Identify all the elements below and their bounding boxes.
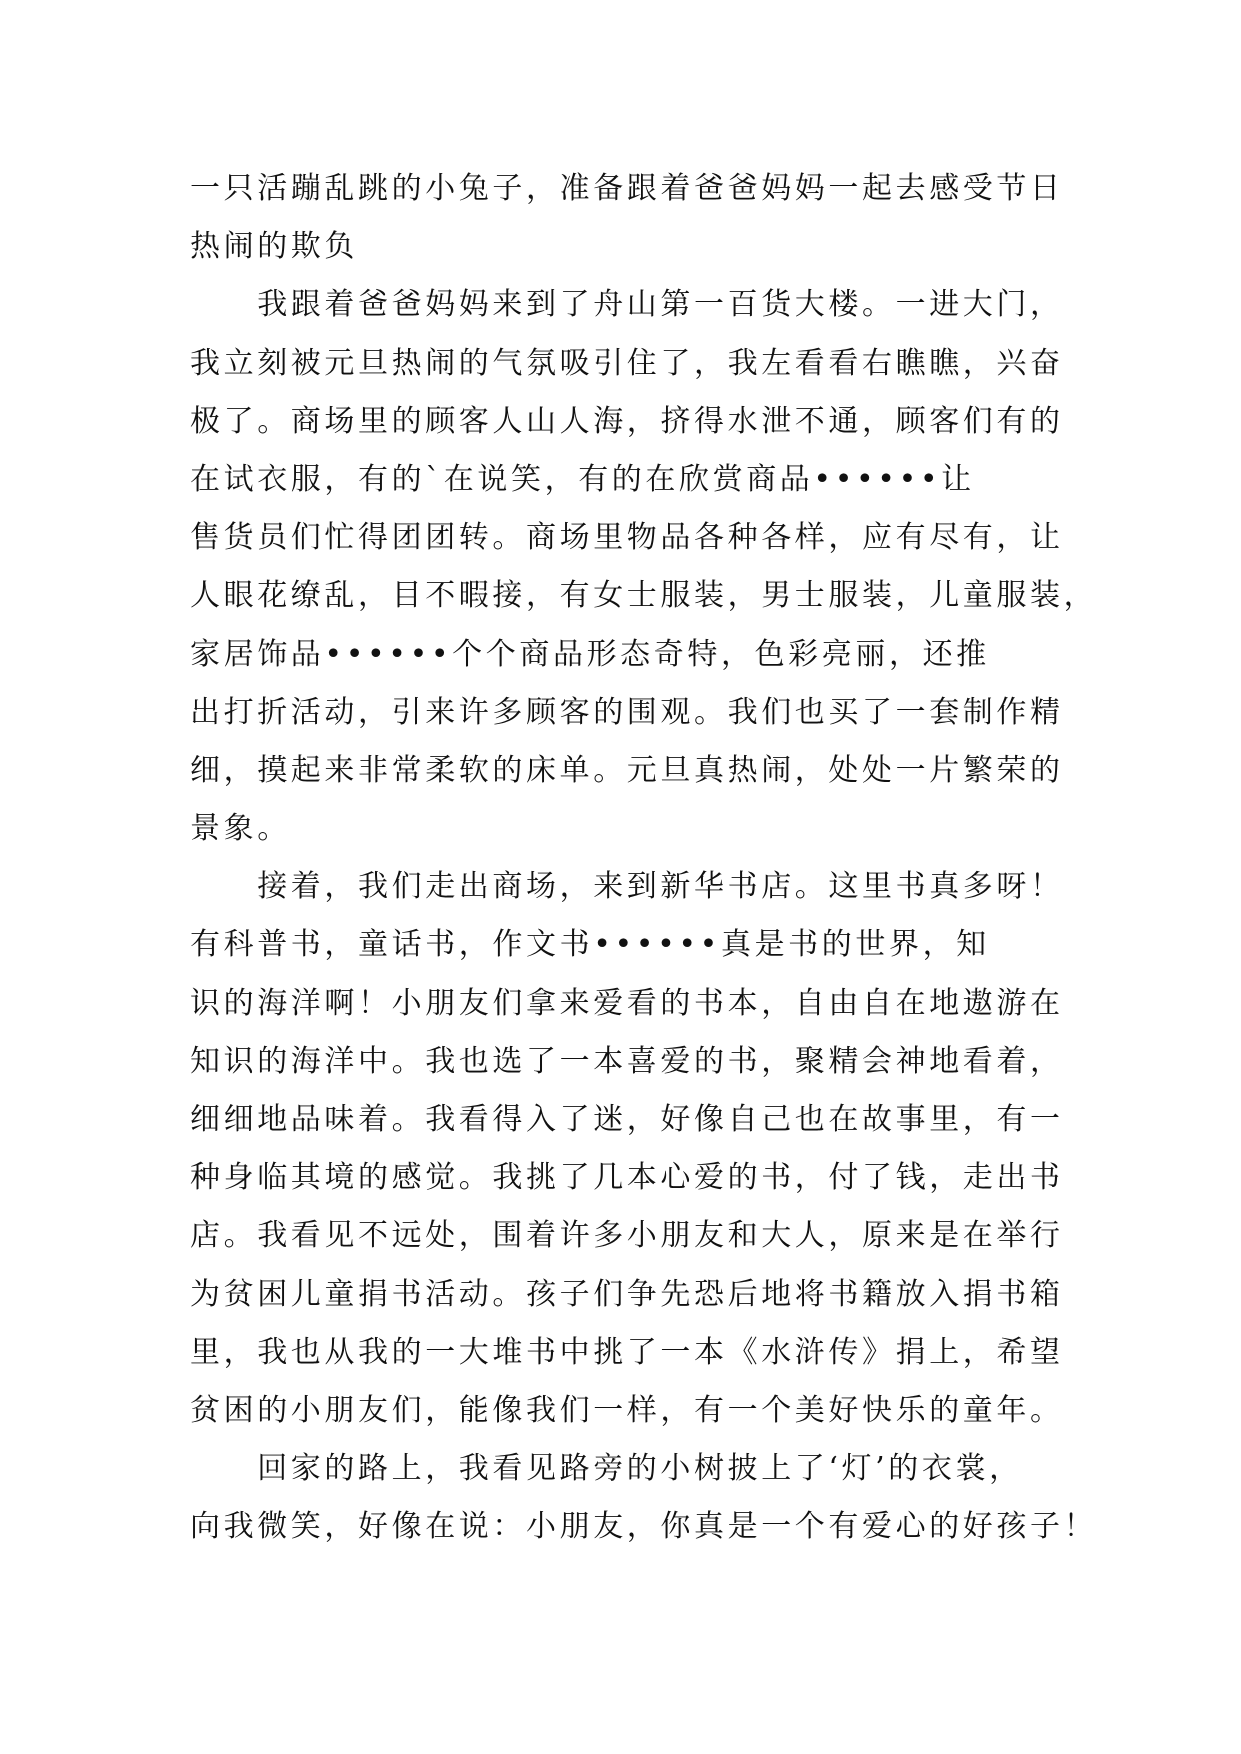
text-line: 细，摸起来非常柔软的床单。元旦真热闹，处处一片繁荣的 [190, 752, 1064, 788]
text-line: 向我微笑，好像在说：小朋友，你真是一个有爱心的好孩子！ [190, 1509, 1098, 1545]
text-line: 里，我也从我的一大堆书中挑了一本《水浒传》捐上，希望 [190, 1334, 1064, 1370]
text-line: 我立刻被元旦热闹的气氛吸引住了，我左看看右瞧瞧，兴奋 [190, 345, 1064, 381]
text-line: 售货员们忙得团团转。商场里物品各种各样，应有尽有，让 [190, 520, 1064, 556]
text-line: 贫困的小朋友们，能像我们一样，有一个美好快乐的童年。 [190, 1392, 1064, 1428]
text-line: 在试衣服，有的`在说笑，有的在欣赏商品••••••让 [190, 461, 975, 497]
text-line: 我跟着爸爸妈妈来到了舟山第一百货大楼。一进大门， [190, 287, 1064, 323]
text-line: 种身临其境的感觉。我挑了几本心爱的书，付了钱，走出书 [190, 1160, 1064, 1196]
text-line: 回家的路上，我看见路旁的小树披上了‘灯’的衣裳， [190, 1451, 1023, 1487]
text-line: 极了。商场里的顾客人山人海，挤得水泄不通，顾客们有的 [190, 403, 1064, 439]
text-line: 知识的海洋中。我也选了一本喜爱的书，聚精会神地看着， [190, 1043, 1064, 1079]
text-line: 识的海洋啊！小朋友们拿来爱看的书本，自由自在地遨游在 [190, 985, 1064, 1021]
text-line: 店。我看见不远处，围着许多小朋友和大人，原来是在举行 [190, 1218, 1064, 1254]
text-line: 热闹的欺负 [190, 229, 358, 265]
essay-body [190, 160, 1098, 1557]
text-line: 人眼花缭乱，目不暇接，有女士服装，男士服装，儿童服装， [190, 578, 1098, 614]
text-line: 有科普书，童话书，作文书••••••真是书的世界，知 [190, 927, 990, 963]
text-line: 家居饰品••••••个个商品形态奇特，色彩亮丽，还推 [190, 636, 990, 672]
text-line: 景象。 [190, 811, 291, 847]
text-line: 接着，我们走出商场，来到新华书店。这里书真多呀！ [190, 869, 1064, 905]
text-line: 出打折活动，引来许多顾客的围观。我们也买了一套制作精 [190, 694, 1064, 730]
text-line: 为贫困儿童捐书活动。孩子们争先恐后地将书籍放入捐书箱 [190, 1276, 1064, 1312]
text-line: 细细地品味着。我看得入了迷，好像自己也在故事里，有一 [190, 1102, 1064, 1137]
text-line: 一只活蹦乱跳的小兔子，准备跟着爸爸妈妈一起去感受节日 [190, 171, 1064, 206]
